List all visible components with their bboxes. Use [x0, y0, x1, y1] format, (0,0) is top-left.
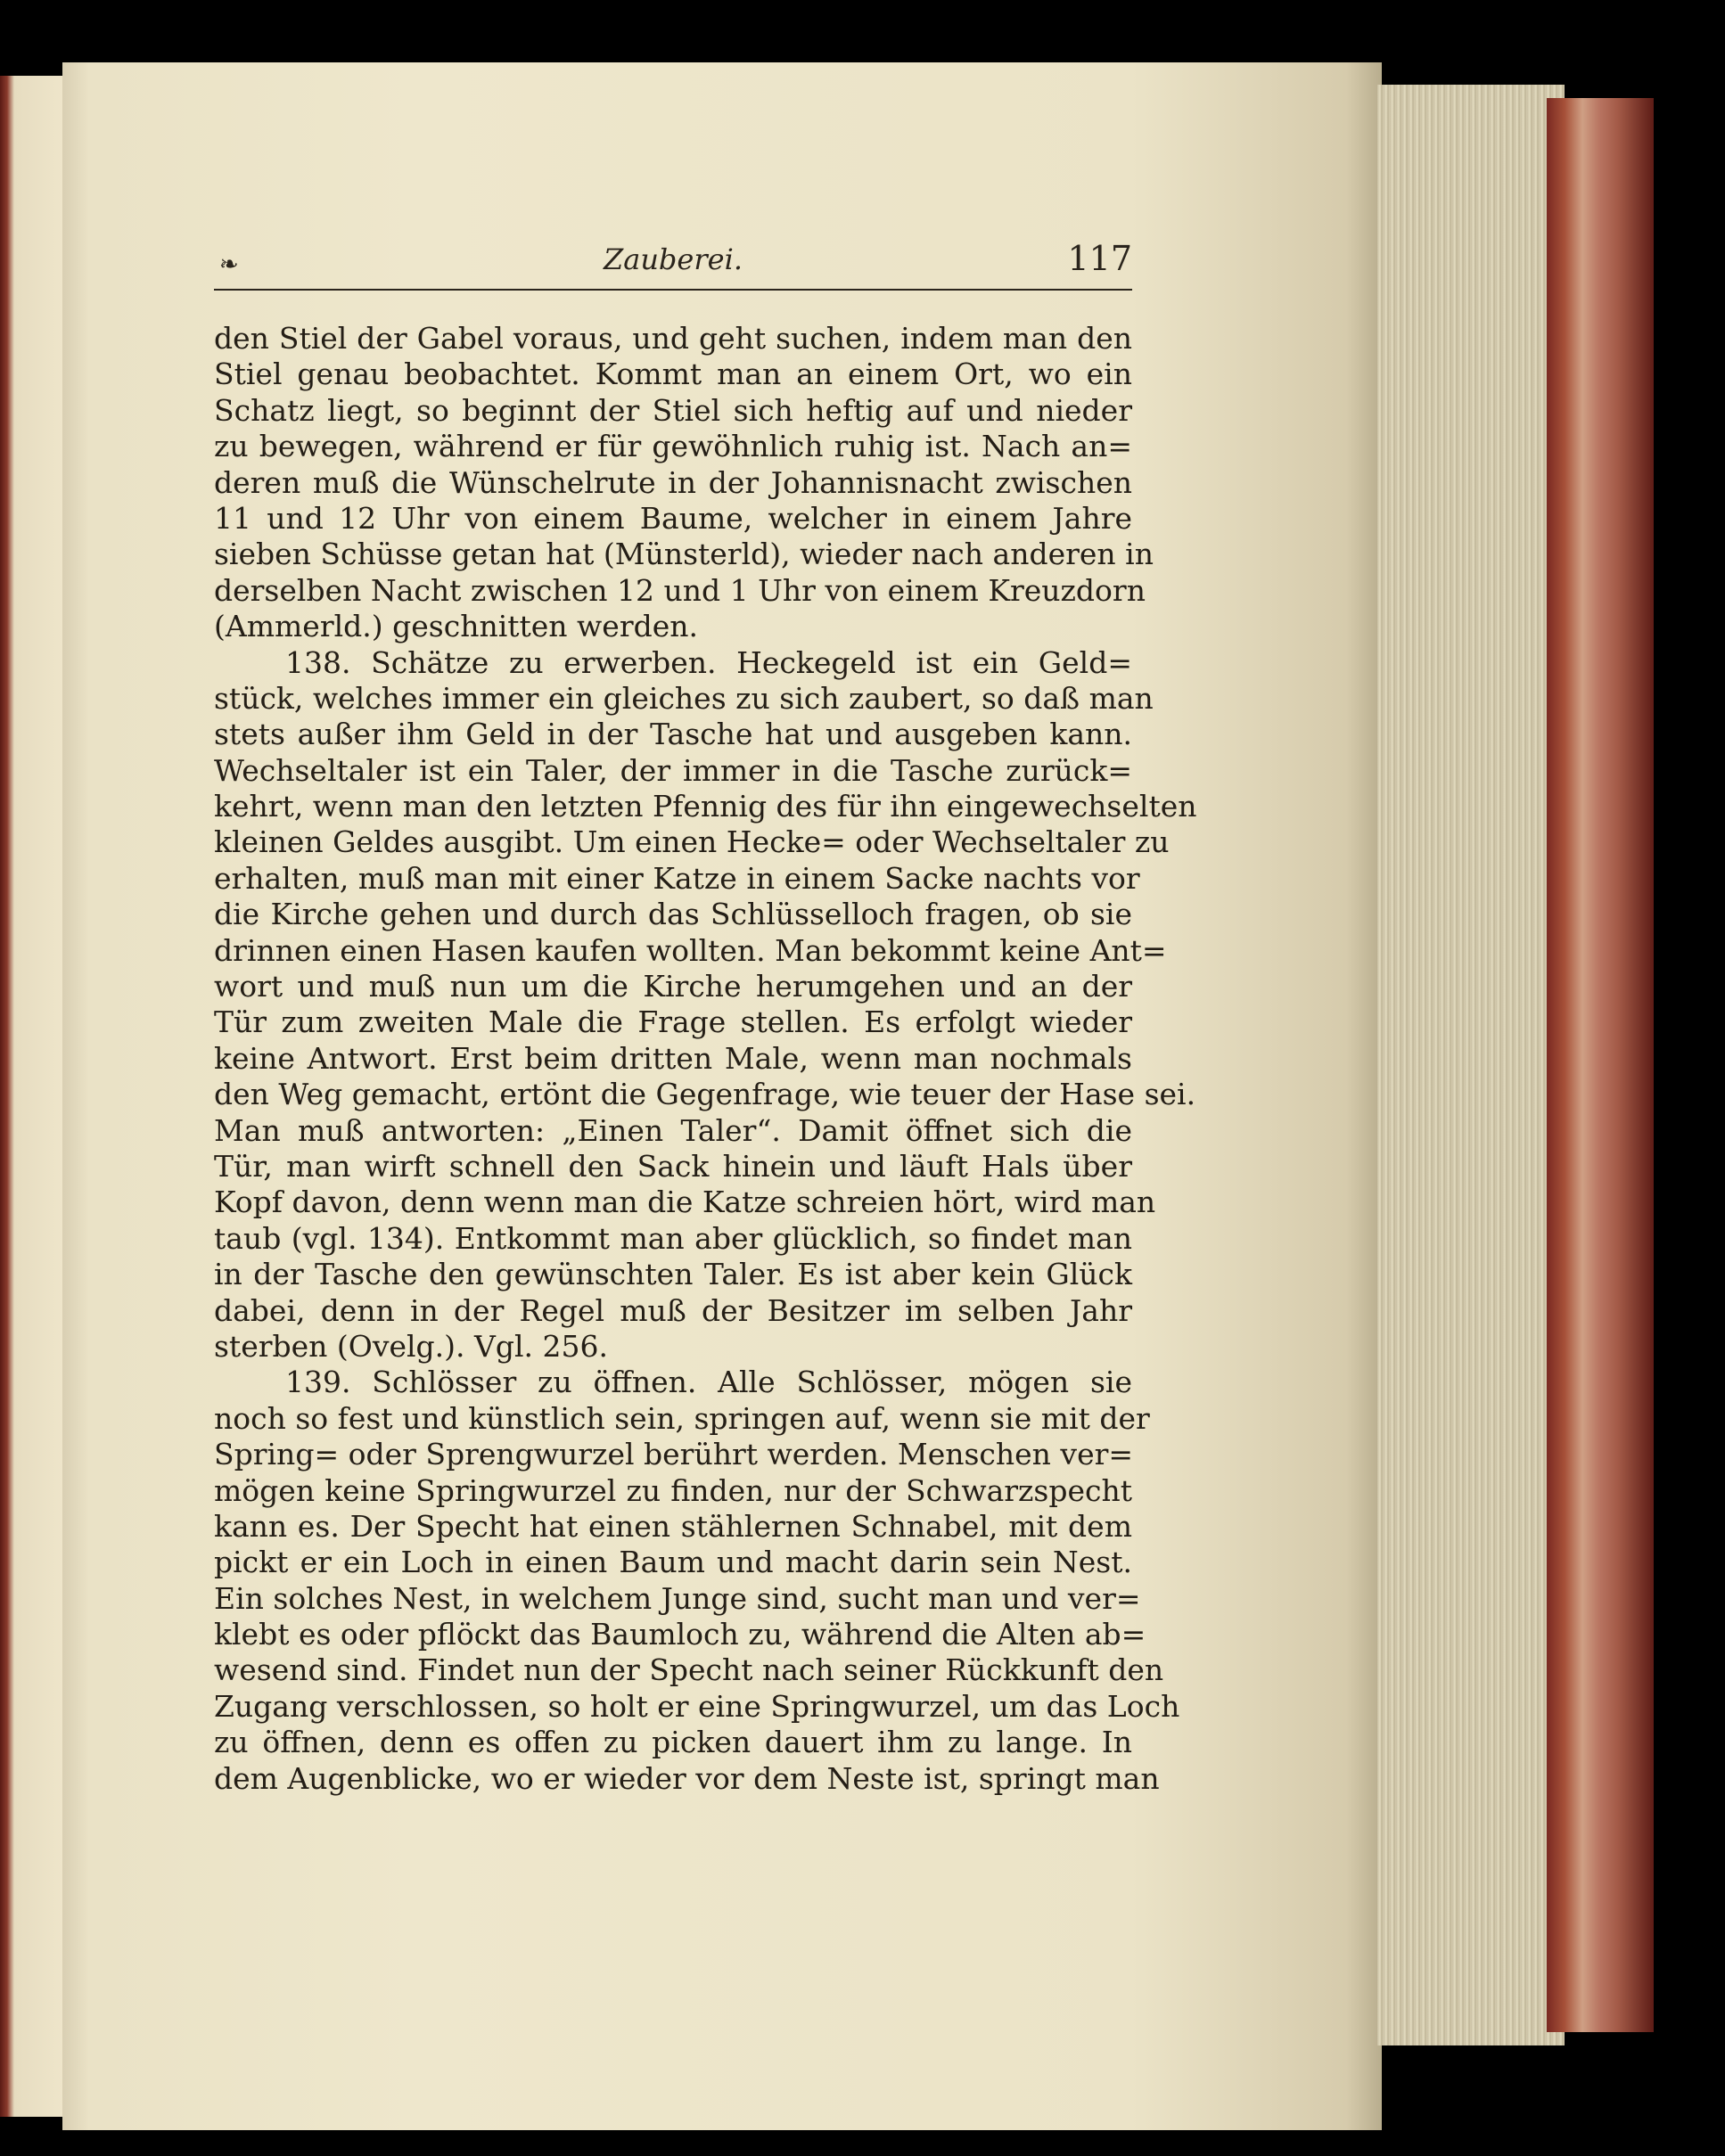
page-number: 117	[1067, 239, 1132, 278]
running-header	[214, 239, 1132, 291]
text-line: klebt es oder pflöckt das Baumloch zu, während die Alten ab=	[214, 1617, 1146, 1652]
text-line: kehrt, wenn man den letzten Pfennig des für ihn eingewechselten	[214, 789, 1197, 824]
text-line: keine Antwort. Erst beim dritten Male, wenn man nochmals	[214, 1040, 1132, 1076]
text-line: wesend sind. Findet nun der Specht nach seiner Rückkunft den	[214, 1652, 1164, 1688]
text-line: dem Augenblicke, wo er wieder vor dem Neste ist, springt man	[214, 1760, 1160, 1796]
text-line: zu öffnen, denn es offen zu picken dauert ihm zu lange. In	[214, 1725, 1132, 1760]
text-line: die Kirche gehen und durch das Schlüsselloch fragen, ob sie	[214, 897, 1132, 932]
text-line: taub (vgl. 134). Entkommt man aber glücklich, so findet man	[214, 1220, 1132, 1256]
text-line: 11 und 12 Uhr von einem Baume, welcher in einem Jahre	[214, 500, 1132, 536]
text-line: Man muß antworten: „Einen Taler“. Damit öffnet sich die	[214, 1112, 1132, 1148]
text-line: pickt er ein Loch in einen Baum und macht darin sein Nest.	[214, 1545, 1132, 1580]
text-line: Tür zum zweiten Male die Frage stellen. Es erfolgt wieder	[214, 1004, 1132, 1040]
text-line: noch so fest und künstlich sein, springen auf, wenn sie mit der	[214, 1400, 1150, 1436]
text-line: 139. Schlösser zu öffnen. Alle Schlösser, mögen sie	[285, 1365, 1132, 1400]
text-line: Tür, man wirft schnell den Sack hinein und läuft Hals über	[214, 1148, 1132, 1184]
text-line: mögen keine Springwurzel zu finden, nur der Schwarzspecht	[214, 1472, 1132, 1508]
text-line: stück, welches immer ein gleiches zu sich zaubert, so daß man	[214, 680, 1154, 716]
text-line: Stiel genau beobachtet. Kommt man an einem Ort, wo ein	[214, 357, 1132, 392]
text-line: Kopf davon, denn wenn man die Katze schreien hört, wird man	[214, 1185, 1156, 1220]
text-line: Ein solches Nest, in welchem Junge sind, sucht man und ver=	[214, 1580, 1141, 1616]
text-line: Spring= oder Sprengwurzel berührt werden. Menschen ver=	[214, 1437, 1134, 1472]
page-block-edges	[1377, 85, 1565, 2045]
text-line: den Weg gemacht, ertönt die Gegenfrage, wie teuer der Hase sei.	[214, 1077, 1196, 1112]
text-line: stets außer ihm Geld in der Tasche hat und ausgeben kann.	[214, 717, 1132, 752]
text-line: den Stiel der Gabel voraus, und geht suchen, indem man den	[214, 321, 1132, 356]
left-page-edge	[0, 76, 67, 2117]
text-line: sieben Schüsse getan hat (Münsterld), wieder nach anderen in	[214, 537, 1154, 572]
text-line: erhalten, muß man mit einer Katze in einem Sacke nachts vor	[214, 860, 1140, 896]
text-line: kleinen Geldes ausgibt. Um einen Hecke= oder Wechseltaler zu	[214, 824, 1170, 860]
text-line: sterben (Ovelg.). Vgl. 256.	[214, 1328, 608, 1364]
text-line: deren muß die Wünschelrute in der Johannisnacht zwischen	[214, 464, 1132, 500]
text-line: dabei, denn in der Regel muß der Besitzer im selben Jahr	[214, 1292, 1132, 1328]
text-line: Schatz liegt, so beginnt der Stiel sich heftig auf und nieder	[214, 392, 1132, 428]
book-cover-marbled	[1547, 98, 1654, 2032]
fleuron-icon: ❧	[219, 251, 239, 278]
text-line: Zugang verschlossen, so holt er eine Springwurzel, um das Loch	[214, 1688, 1180, 1724]
text-line: zu bewegen, während er für gewöhnlich ruhig ist. Nach an=	[214, 429, 1132, 464]
text-line: wort und muß nun um die Kirche herumgehen und an der	[214, 969, 1132, 1004]
text-line: in der Tasche den gewünschten Taler. Es ist aber kein Glück	[214, 1257, 1132, 1292]
text-line: Wechseltaler ist ein Taler, der immer in die Tasche zurück=	[214, 752, 1132, 788]
body-text	[214, 321, 1197, 1797]
text-line: 138. Schätze zu erwerben. Heckegeld ist ein Geld=	[285, 644, 1132, 680]
text-line: (Ammerld.) geschnitten werden.	[214, 609, 699, 644]
text-line: derselben Nacht zwischen 12 und 1 Uhr von einem Kreuzdorn	[214, 572, 1146, 608]
text-line: drinnen einen Hasen kaufen wollten. Man bekommt keine Ant=	[214, 932, 1167, 968]
running-title: Zauberei.	[604, 242, 743, 276]
text-line: kann es. Der Specht hat einen stählernen Schnabel, mit dem	[214, 1508, 1132, 1544]
